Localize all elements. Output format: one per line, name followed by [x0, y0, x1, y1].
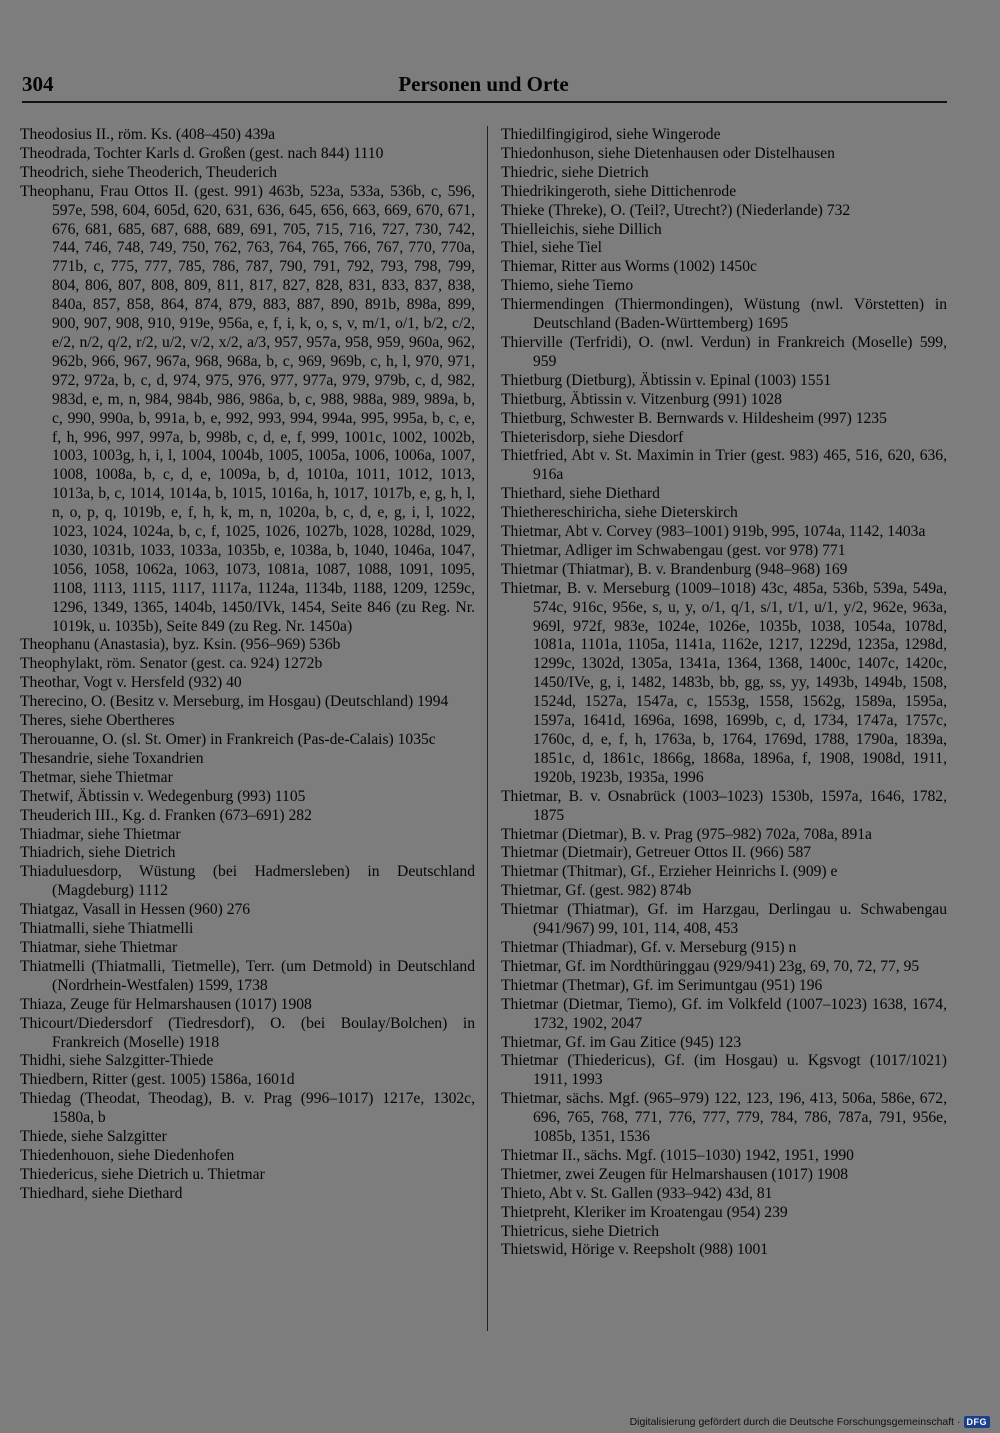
index-entry: Thiatmar, siehe Thietmar	[20, 938, 178, 956]
index-entry: Thiedenhouon, siehe Diedenhofen	[20, 1146, 235, 1164]
index-entry: Thiede, siehe Salzgitter	[20, 1128, 167, 1146]
index-entry: Thieke (Threke), O. (Teil?, Utrecht?) (Niederlande) 732	[501, 201, 851, 219]
index-entry: Thiel, siehe Tiel	[501, 239, 602, 257]
index-entry: Thieto, Abt v. St. Gallen (933–942) 43d, 81	[501, 1184, 773, 1202]
index-entry: Thiadmar, siehe Thietmar	[20, 825, 181, 843]
index-entry: Thietmar (Dietmar, Tiemo), Gf. im Volkfeld (1007–1023) 1638, 1674, 1732, 1902, 2047	[501, 995, 947, 1032]
page-header	[22, 72, 945, 100]
index-entry: Thietmar, Abt v. Corvey (983–1001) 919b, 995, 1074a, 1142, 1403a	[501, 523, 926, 541]
index-entry: Thetmar, siehe Thietmar	[20, 768, 173, 786]
index-entry: Theophylakt, röm. Senator (gest. ca. 924) 1272b	[20, 655, 323, 673]
index-entry: Thiaduluesdorp, Wüstung (bei Hadmersleben) in Deutschland (Magdeburg) 1112	[20, 863, 475, 900]
index-entry: Thiethereschiricha, siehe Dieterskirch	[501, 504, 738, 522]
index-entry: Thietmar (Thetmar), Gf. im Serimuntgau (951) 196	[501, 976, 823, 994]
index-entry: Thiaza, Zeuge für Helmarshausen (1017) 1908	[20, 995, 312, 1013]
index-entry: Thietburg, Äbtissin v. Vitzenburg (991) 1028	[501, 390, 782, 408]
footer	[630, 1416, 990, 1428]
index-entry: Thietmar (Thiatmar), B. v. Brandenburg (948–968) 169	[501, 560, 848, 578]
index-entry: Thesandrie, siehe Toxandrien	[20, 749, 204, 767]
index-entry: Therouanne, O. (sl. St. Omer) in Frankreich (Pas-de-Calais) 1035c	[20, 731, 436, 748]
index-entry: Thielleichis, siehe Dillich	[501, 220, 662, 238]
index-entry: Thietmar, Adliger im Schwabengau (gest. vor 978) 771	[501, 541, 846, 559]
index-entry: Thiatgaz, Vasall in Hessen (960) 276	[20, 901, 251, 919]
right-column	[501, 126, 947, 1260]
index-entry: Thiedag (Theodat, Theodag), B. v. Prag (996–1017) 1217e, 1302c, 1580a, b	[20, 1090, 475, 1127]
index-entry: Thiedilfingigirod, siehe Wingerode	[501, 126, 721, 143]
index-entry: Thietricus, siehe Dietrich	[501, 1222, 660, 1240]
index-entry: Theophanu (Anastasia), byz. Ksin. (956–969) 536b	[20, 636, 341, 654]
index-entry: Thiadrich, siehe Dietrich	[20, 844, 176, 862]
index-entry: Therecino, O. (Besitz v. Merseburg, im Hosgau) (Deutschland) 1994	[20, 693, 449, 711]
index-entry: Thietpreht, Kleriker im Kroatengau (954) 239	[501, 1203, 788, 1221]
index-entry: Thiedrikingeroth, siehe Dittichenrode	[501, 182, 737, 200]
index-entry: Thietburg, Schwester B. Bernwards v. Hildesheim (997) 1235	[501, 409, 887, 427]
index-entry: Thietmar (Thiadmar), Gf. v. Merseburg (915) n	[501, 938, 797, 956]
index-entry: Thietfried, Abt v. St. Maximin in Trier (gest. 983) 465, 516, 620, 636, 916a	[501, 447, 947, 484]
index-entry: Thidhi, siehe Salzgitter-Thiede	[20, 1052, 214, 1070]
index-entry: Thiermendingen (Thiermondingen), Wüstung (nwl. Vörstetten) in Deutschland (Baden-Württemberg) 1695	[501, 296, 947, 333]
index-entry: Thietmar (Thiatmar), Gf. im Harzgau, Derlingau u. Schwabengau (941/967) 99, 101, 114, 408, 453	[501, 901, 947, 938]
page-number: 304	[22, 72, 54, 96]
index-entry: Thierville (Terfridi), O. (nwl. Verdun) in Frankreich (Moselle) 599, 959	[501, 333, 947, 370]
index-entry: Theothar, Vogt v. Hersfeld (932) 40	[20, 674, 242, 692]
index-entry: Thietmar (Dietmair), Getreuer Ottos II. (966) 587	[501, 844, 812, 862]
index-entry: Thicourt/Diedersdorf (Tiedresdorf), O. (bei Boulay/Bolchen) in Frankreich (Moselle) 1918	[20, 1014, 475, 1051]
index-entry: Theodrich, siehe Theoderich, Theuderich	[20, 163, 278, 181]
header-rule	[22, 101, 947, 103]
index-entry: Thiedhard, siehe Diethard	[20, 1184, 183, 1202]
index-entry: Thietmar (Thitmar), Gf., Erzieher Heinrichs I. (909) e	[501, 863, 838, 881]
index-entry: Thiethard, siehe Diethard	[501, 485, 660, 503]
dfg-logo: DFG	[964, 1416, 991, 1428]
page-title: Personen und Orte	[398, 72, 569, 96]
column-divider	[487, 126, 488, 1331]
index-entry: Thietmar, sächs. Mgf. (965–979) 122, 123, 196, 413, 506a, 586e, 672, 696, 765, 768, 771, 776, 777, 779, 784, 786, 787a, 791, 956e, 1085b, 1351, 1536	[501, 1090, 947, 1146]
index-entry: Thietmar II., sächs. Mgf. (1015–1030) 1942, 1951, 1990	[501, 1146, 854, 1164]
index-entry: Thietburg (Dietburg), Äbtissin v. Epinal (1003) 1551	[501, 371, 832, 389]
index-entry: Thietmar, B. v. Merseburg (1009–1018) 43c, 485a, 536b, 539a, 549a, 574c, 916c, 956e, s, u, y, o/1, q/1, s/1, t/1, u/1, y/2, 962e, 963a, 969l, 972f, 983e, 1024e, 1026e, 1035b, 1038, 1054a, 1078d, 1081a, 1101a, 1105a, 1141a, 1162e, 1217, 1229d, 1235a, 1298d, 1299c, 1302d, 1305a, 1341a, 1364, 1368, 1400c, 1407c, 1420c, 1450/IVe, g, i, 1482, 1483b, bb, gg, ss, yy, 1493b, 1494b, 1508, 1524d, 1527a, 1547a, c, 1553g, 1558, 1562g, 1589a, 1595a, 1597a, 1641d, 1696a, 1698, 1699b, c, d, 1734, 1747a, 1757c, 1760c, d, e, f, h, 1763a, b, 1764, 1769d, 1788, 1790a, 1839a, 1851c, d, 1861c, 1866g, 1868a, 1896a, f, 1908, 1908d, 1911, 1920b, 1923b, 1935a, 1996	[501, 579, 947, 786]
index-entry: Thiatmelli (Thiatmalli, Tietmelle), Terr. (um Detmold) in Deutschland (Nordrhein-Westfalen) 1599, 1738	[20, 957, 475, 994]
footer-text: Digitalisierung gefördert durch die Deutsche Forschungsgemeinschaft ·	[629, 1416, 961, 1428]
index-entry: Thietmar (Thiedericus), Gf. (im Hosgau) u. Kgsvogt (1017/1021) 1911, 1993	[501, 1052, 947, 1089]
index-entry: Thetwif, Äbtissin v. Wedegenburg (993) 1105	[20, 787, 306, 805]
index-entry: Theodrada, Tochter Karls d. Großen (gest. nach 844) 1110	[20, 144, 384, 162]
index-entry: Thiedonhuson, siehe Dietenhausen oder Distelhausen	[501, 144, 835, 162]
index-entry: Thietmar (Dietmar), B. v. Prag (975–982) 702a, 708a, 891a	[501, 825, 872, 843]
index-entry: Thiemar, Ritter aus Worms (1002) 1450c	[501, 258, 757, 276]
index-entry: Thietmer, zwei Zeugen für Helmarshausen (1017) 1908	[501, 1165, 849, 1183]
index-entry: Thiedbern, Ritter (gest. 1005) 1586a, 1601d	[20, 1071, 295, 1089]
left-column	[20, 126, 475, 1204]
index-entry: Theodosius II., röm. Ks. (408–450) 439a	[20, 126, 276, 143]
index-entry: Thietmar, Gf. im Gau Zitice (945) 123	[501, 1033, 742, 1051]
index-entry: Theuderich III., Kg. d. Franken (673–691) 282	[20, 806, 312, 824]
index-entry: Theophanu, Frau Ottos II. (gest. 991) 463b, 523a, 533a, 536b, c, 596, 597e, 598, 604, 605d, 620, 631, 636, 645, 656, 663, 669, 670, 671, 676, 681, 685, 687, 688, 689, 691, 705, 715, 716, 727, 730, 742, 744, 746, 748, 749, 750, 762, 763, 764, 765, 766, 767, 770, 770a, 771b, c, 775, 777, 785, 786, 787, 790, 791, 792, 793, 798, 799, 804, 806, 807, 808, 809, 811, 817, 827, 828, 831, 833, 837, 838, 840a, 857, 858, 864, 874, 879, 883, 887, 890, 891b, 898a, 899, 900, 907, 908, 910, 919e, 956a, e, f, i, k, o, s, v, m/1, o/1, b/2, c/2, e/2, n/2, q/2, r/2, u/2, v/2, x/2, a/3, 957, 957a, 958, 959, 960a, 962, 962b, 966, 967, 967a, 968, 968a, b, c, 969, 969b, c, h, l, 970, 971, 972, 972a, b, c, d, 974, 975, 976, 977, 977a, 979, 979b, c, d, 982, 983d, e, m, n, 984, 984b, 986, 986a, b, c, 988, 988a, 989, 989a, b, c, 990, 990a, b, 991a, b, e, 992, 993, 994, 994a, 995, 995a, b, c, e, f, h, 996, 997, 997a, b, 998b, c, d, e, f, 999, 1001c, 1002, 1002b, 1003, 1003g, h, i, l, 1004, 1004b, 1005, 1005a, 1006, 1006a, 1007, 1008, 1008a, b, c, d, e, 1009a, b, d, 1010a, 1011, 1012, 1013, 1013a, b, c, 1014, 1014a, b, 1015, 1016a, h, 1017, 1017b, e, g, h, l, n, o, p, q, 1019b, e, f, h, k, m, n, 1020a, b, c, d, e, g, i, l, 1022, 1023, 1024, 1024a, b, c, f, 1025, 1026, 1027b, 1028, 1028d, 1029, 1030, 1031b, 1033, 1033a, 1035b, e, 1038a, b, 1040, 1046a, 1047, 1056, 1058, 1062a, 1063, 1073, 1081a, 1087, 1088, 1091, 1095, 1108, 1113, 1115, 1117, 1117a, 1124a, 1134b, 1188, 1209, 1259c, 1296, 1349, 1365, 1404b, 1450/IVk, 1454, Seite 846 (zu Reg. Nr. 1019k, u. 1035b), Seite 849 (zu Reg. Nr. 1450a)	[20, 182, 475, 635]
index-entry: Thietmar, Gf. (gest. 982) 874b	[501, 882, 692, 900]
index-entry: Thiatmalli, siehe Thiatmelli	[20, 920, 194, 938]
index-entry: Thietswid, Hörige v. Reepsholt (988) 1001	[501, 1241, 769, 1259]
index-entry: Thietmar, Gf. im Nordthüringgau (929/941) 23g, 69, 70, 72, 77, 95	[501, 957, 920, 975]
index-entry: Thietmar, B. v. Osnabrück (1003–1023) 1530b, 1597a, 1646, 1782, 1875	[501, 787, 947, 824]
index-entry: Thiedric, siehe Dietrich	[501, 163, 649, 181]
index-entry: Thieterisdorp, siehe Diesdorf	[501, 428, 684, 446]
index-entry: Thiedericus, siehe Dietrich u. Thietmar	[20, 1165, 265, 1183]
index-entry: Theres, siehe Obertheres	[20, 712, 175, 730]
index-entry: Thiemo, siehe Tiemo	[501, 277, 634, 295]
